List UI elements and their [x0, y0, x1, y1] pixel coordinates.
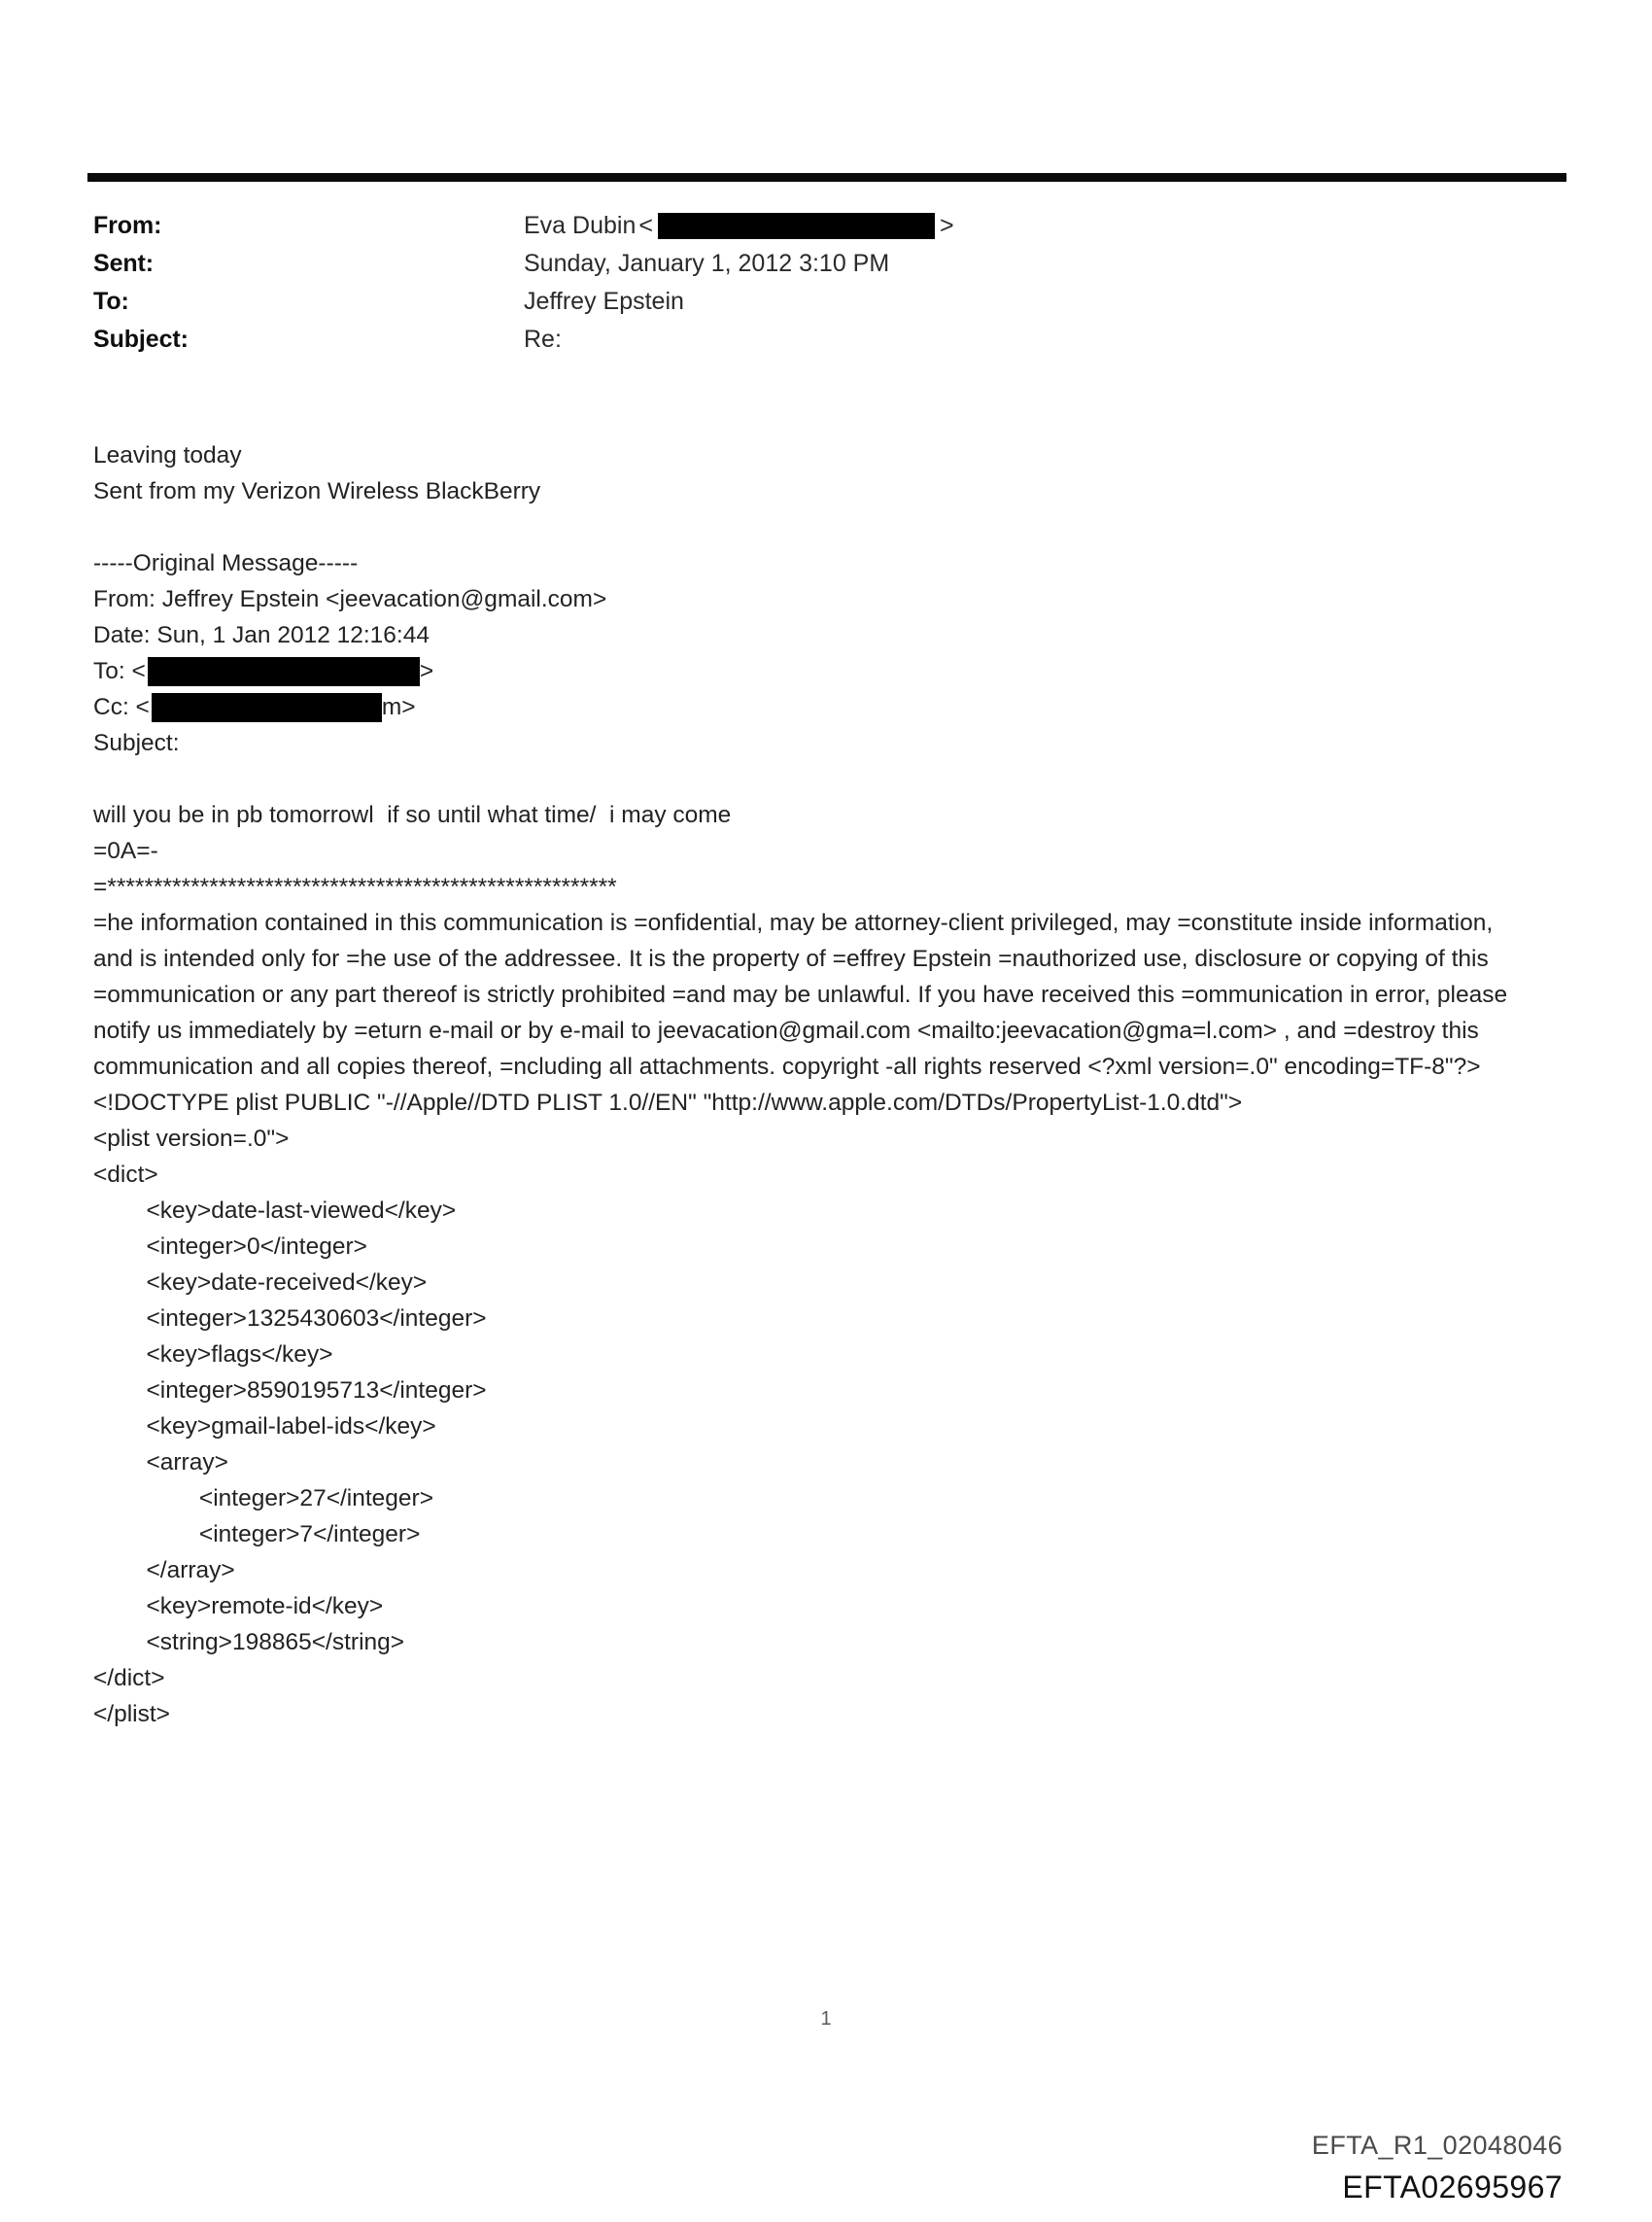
- header-rule: [87, 173, 1566, 182]
- original-to-suffix: >: [419, 658, 434, 684]
- plist-entry-8: <integer>27</integer>: [93, 1485, 434, 1511]
- star-divider: =*******************************************************: [93, 874, 617, 900]
- body-spacer-1: [93, 509, 1522, 545]
- email-header-block: [93, 212, 1454, 364]
- original-cc-line: [93, 689, 1522, 725]
- body-spacer-2: [93, 761, 1522, 797]
- from-angle-close: >: [939, 212, 954, 239]
- header-value-sent: Sunday, January 1, 2012 3:10 PM: [524, 250, 890, 277]
- bates-stamp-top: EFTA_R1_02048046: [1311, 2131, 1563, 2160]
- header-row-from: [93, 212, 1454, 250]
- plist-open-tag: <plist version=.0">: [93, 1126, 290, 1152]
- header-row-sent: [93, 250, 1454, 288]
- message-text: will you be in pb tomorrowl if so until what time/ i may come: [93, 802, 732, 828]
- plist-entry-3: <integer>1325430603</integer>: [93, 1305, 487, 1332]
- header-label-from: From:: [93, 212, 162, 239]
- plist-entry-12: <string>198865</string>: [93, 1629, 405, 1655]
- from-display-name: Eva Dubin: [524, 212, 637, 239]
- dict-open-tag: <dict>: [93, 1162, 158, 1188]
- encoded-line: =0A=-: [93, 838, 158, 864]
- header-label-sent: Sent:: [93, 250, 155, 277]
- header-value-subject: Re:: [524, 326, 562, 353]
- plist-entry-10: </array>: [93, 1557, 235, 1583]
- page-number: 1: [820, 2008, 832, 2030]
- original-date-line: Date: Sun, 1 Jan 2012 12:16:44: [93, 622, 430, 648]
- plist-entry-2: <key>date-received</key>: [93, 1269, 428, 1296]
- redaction-bar-to-address: [148, 657, 420, 686]
- original-cc-prefix: Cc: <: [93, 694, 150, 720]
- legal-disclaimer: =he information contained in this communication is =onfidential, may be attorney-client privileged, may =constitute inside information, and is intended only for =he use of the addressee. It is the property of =effrey Epstein =nauthorized use, disclosure or copying of this =ommunication or any part thereof is strictly prohibited =and may be unlawful. If you have received this =ommunication in error, please notify us immediately by =eturn e-mail or by e-mail to jeevacation@gmail.com <mailto:jeevacation@gma=l.com> , and =destroy this communication and all copies thereof, =ncluding all attachments. copyright -all rights reserved <?xml version=.0" encoding=TF-8"?> <!DOCTYPE plist PUBLIC "-//Apple//DTD PLIST 1.0//EN" "http://www.apple.com/DTDs/PropertyList-1.0.dtd">: [93, 910, 1508, 1116]
- from-angle-open: <: [638, 212, 653, 239]
- original-to-line: [93, 653, 1522, 689]
- header-value-to: Jeffrey Epstein: [524, 288, 684, 315]
- plist-entry-7: <array>: [93, 1449, 228, 1476]
- plist-entry-1: <integer>0</integer>: [93, 1233, 367, 1260]
- plist-entry-5: <integer>8590195713</integer>: [93, 1377, 487, 1404]
- reply-line-2: Sent from my Verizon Wireless BlackBerry: [93, 478, 541, 504]
- redaction-bar-cc-address: [152, 693, 382, 722]
- original-cc-suffix: m>: [381, 694, 416, 720]
- plist-entry-9: <integer>7</integer>: [93, 1521, 421, 1547]
- original-message-divider: -----Original Message-----: [93, 550, 359, 576]
- email-body: [93, 437, 1522, 1732]
- header-row-to: [93, 288, 1454, 326]
- plist-close-tag: </plist>: [93, 1701, 170, 1727]
- plist-entry-0: <key>date-last-viewed</key>: [93, 1198, 457, 1224]
- plist-entry-6: <key>gmail-label-ids</key>: [93, 1413, 436, 1440]
- plist-entry-4: <key>flags</key>: [93, 1341, 333, 1368]
- redaction-bar-from-address: [658, 213, 935, 239]
- original-subject-line: Subject:: [93, 730, 180, 756]
- plist-entry-11: <key>remote-id</key>: [93, 1593, 384, 1619]
- header-row-subject: [93, 326, 1454, 364]
- header-label-subject: Subject:: [93, 326, 189, 353]
- original-to-prefix: To: <: [93, 658, 146, 684]
- original-from-line: From: Jeffrey Epstein <jeevacation@gmail.com>: [93, 586, 607, 612]
- header-value-from: [524, 212, 957, 240]
- dict-close-tag: </dict>: [93, 1665, 165, 1691]
- header-label-to: To:: [93, 288, 129, 315]
- reply-line-1: Leaving today: [93, 442, 242, 469]
- bates-stamp-bottom: EFTA02695967: [1342, 2170, 1563, 2205]
